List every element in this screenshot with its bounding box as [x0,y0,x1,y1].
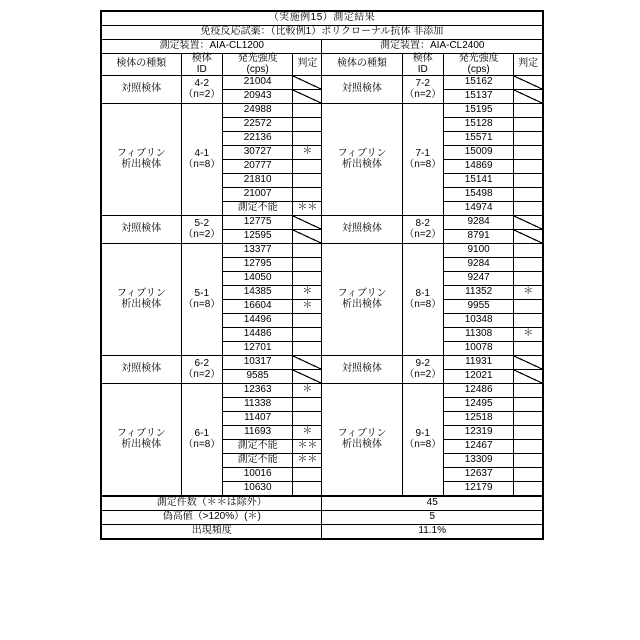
intensity-cell-right: 11352 [443,286,513,300]
header-id-left-line2: ID [196,63,207,75]
intensity-cell-right: 10078 [443,342,513,356]
judgement-cell-left [293,244,322,258]
table-row [101,244,543,258]
judgement-cell-left: ＊ [293,384,322,398]
header-judge-right: 判定 [514,54,543,76]
sample-id-left [181,104,222,216]
intensity-cell-left: 11407 [222,412,292,426]
judgement-cell-left [293,314,322,328]
intensity-cell-right: 12486 [443,384,513,398]
sample-id-count: （n=8） [404,298,442,310]
judgement-cell-left: ＊ [293,426,322,440]
sample-id-value: 7-2 [415,78,430,89]
intensity-cell-left: 10016 [222,468,292,482]
judgement-cell-empty-right [514,216,543,230]
summary-row [101,525,543,540]
header-id-left-line1: 検体 [191,53,212,64]
intensity-cell-right: 12518 [443,412,513,426]
judgement-cell-right [514,258,543,272]
summary-row [101,496,543,511]
judgement-cell-right: ＊ [514,328,543,342]
intensity-cell-left: 12363 [222,384,292,398]
judgement-cell-left: ＊ [293,286,322,300]
judgement-cell-left [293,188,322,202]
intensity-cell-left: 21004 [222,76,292,90]
sample-id-count: （n=8） [183,438,221,450]
sample-id-value: 9-1 [415,428,430,439]
sample-kind-line1: フィブリン [116,288,166,299]
judgement-cell-left [293,118,322,132]
intensity-cell-left: 30727 [222,146,292,160]
intensity-cell-left: 16604 [222,300,292,314]
intensity-cell-left: 測定不能 [222,454,292,468]
sample-id-count: （n=2） [183,88,221,100]
judgement-cell-right [514,160,543,174]
sample-kind-right [322,384,402,497]
sample-id-count: （n=2） [183,368,221,380]
page-title: （実施例15）測定結果 [101,11,543,26]
sample-id-right [402,216,443,244]
judgement-cell-left [293,342,322,356]
intensity-cell-right: 15009 [443,146,513,160]
sample-kind-left [101,104,181,216]
sample-id-count: （n=8） [404,438,442,450]
judgement-cell-empty-right [514,76,543,90]
judgement-cell-left: ＊＊ [293,454,322,468]
sample-kind-left [101,244,181,356]
sample-kind-line1: フィブリン [337,428,387,439]
intensity-cell-right: 15141 [443,174,513,188]
sample-kind-right [322,244,402,356]
judgement-cell-right [514,468,543,482]
sample-id-value: 4-2 [194,78,209,89]
judgement-cell-right [514,440,543,454]
judgement-cell-left: ＊＊ [293,202,322,216]
judgement-cell-empty-left [293,370,322,384]
summary-value: 11.1% [322,525,543,540]
intensity-cell-right: 9284 [443,258,513,272]
judgement-cell-right [514,454,543,468]
intensity-cell-right: 12467 [443,440,513,454]
sample-kind-right: 対照検体 [322,356,402,384]
sample-id-value: 7-1 [415,148,430,159]
judgement-cell-right [514,244,543,258]
sample-id-value: 5-2 [194,218,209,229]
sample-id-count: （n=8） [183,298,221,310]
judgement-cell-right [514,342,543,356]
header-intensity-right [443,54,513,76]
sample-id-right [402,104,443,216]
device-left: 測定装置：AIA-CL1200 [101,40,322,54]
header-id-right-line2: ID [417,63,428,75]
intensity-cell-left: 12595 [222,230,292,244]
sample-kind-line1: フィブリン [116,148,166,159]
intensity-cell-left: 22136 [222,132,292,146]
sample-id-right [402,384,443,497]
intensity-cell-left: 14496 [222,314,292,328]
intensity-cell-left: 20943 [222,90,292,104]
sample-kind-line2: 析出検体 [342,298,383,310]
judgement-cell-left [293,272,322,286]
judgement-cell-left [293,104,322,118]
intensity-cell-right: 12179 [443,482,513,497]
intensity-cell-right: 9284 [443,216,513,230]
intensity-cell-left: 12795 [222,258,292,272]
judgement-cell-right [514,272,543,286]
table-row [101,356,543,370]
intensity-cell-right: 14869 [443,160,513,174]
sample-id-value: 8-1 [415,288,430,299]
sample-id-value: 4-1 [194,148,209,159]
table-row [101,104,543,118]
intensity-cell-right: 11931 [443,356,513,370]
judgement-cell-empty-left [293,230,322,244]
summary-label: 偽高値（>120%）(＊) [101,511,322,525]
header-row [101,54,543,76]
header-id-right [402,54,443,76]
judgement-cell-right [514,146,543,160]
intensity-cell-left: 14050 [222,272,292,286]
judgement-cell-right [514,314,543,328]
sample-id-right [402,76,443,104]
sample-kind-line1: フィブリン [116,428,166,439]
sample-id-count: （n=2） [404,228,442,240]
header-kind-right: 検体の種類 [322,54,402,76]
judgement-cell-right [514,104,543,118]
intensity-cell-left: 測定不能 [222,440,292,454]
intensity-cell-left: 21007 [222,188,292,202]
judgement-cell-left [293,328,322,342]
reagent-subtitle: 免疫反応試薬：（比較例1）ポリクローナル抗体 非添加 [101,26,543,40]
sample-id-value: 8-2 [415,218,430,229]
judgement-cell-left [293,160,322,174]
table-row [101,76,543,90]
sample-kind-left: 対照検体 [101,216,181,244]
intensity-cell-left: 測定不能 [222,202,292,216]
sample-id-count: （n=2） [183,228,221,240]
header-intensity-right-line1: 発光強度 [458,53,499,64]
sample-id-count: （n=8） [404,158,442,170]
judgement-cell-left [293,132,322,146]
device-row [101,40,543,54]
intensity-cell-left: 10630 [222,482,292,497]
header-judge-left: 判定 [293,54,322,76]
intensity-cell-left: 10317 [222,356,292,370]
sample-kind-right: 対照検体 [322,216,402,244]
sample-kind-right: 対照検体 [322,76,402,104]
judgement-cell-empty-right [514,230,543,244]
judgement-cell-left: ＊＊ [293,440,322,454]
intensity-cell-right: 12495 [443,398,513,412]
judgement-cell-right [514,132,543,146]
judgement-cell-empty-left [293,356,322,370]
sample-id-count: （n=2） [404,368,442,380]
title-row [101,11,543,26]
intensity-cell-left: 14385 [222,286,292,300]
intensity-cell-right: 11308 [443,328,513,342]
judgement-cell-empty-right [514,356,543,370]
sample-kind-left [101,384,181,497]
summary-row [101,511,543,525]
header-intensity-left-line2: (cps) [246,63,269,75]
judgement-cell-left: ＊ [293,146,322,160]
header-id-right-line1: 検体 [412,53,433,64]
summary-value: 5 [322,511,543,525]
judgement-cell-right [514,384,543,398]
judgement-cell-left [293,412,322,426]
sample-id-left [181,76,222,104]
judgement-cell-left [293,174,322,188]
intensity-cell-left: 11338 [222,398,292,412]
sample-id-count: （n=8） [183,158,221,170]
table-body [101,11,543,539]
intensity-cell-right: 15137 [443,90,513,104]
intensity-cell-right: 15128 [443,118,513,132]
intensity-cell-right: 14974 [443,202,513,216]
sample-id-right [402,356,443,384]
intensity-cell-right: 13309 [443,454,513,468]
intensity-cell-right: 15571 [443,132,513,146]
sample-kind-line2: 析出検体 [342,158,383,170]
judgement-cell-empty-right [514,90,543,104]
table-row [101,384,543,398]
sample-id-left [181,216,222,244]
judgement-cell-right [514,482,543,497]
intensity-cell-left: 12775 [222,216,292,230]
summary-label: 測定件数（＊＊は除外） [101,496,322,511]
sample-kind-right [322,104,402,216]
summary-label: 出現頻度 [101,525,322,540]
sample-kind-line2: 析出検体 [121,298,162,310]
intensity-cell-right: 15195 [443,104,513,118]
measurement-results-table [100,10,544,540]
table-row [101,216,543,230]
judgement-cell-right [514,412,543,426]
intensity-cell-left: 24988 [222,104,292,118]
intensity-cell-right: 15498 [443,188,513,202]
sample-id-left [181,244,222,356]
header-intensity-right-line2: (cps) [467,63,490,75]
intensity-cell-right: 9100 [443,244,513,258]
intensity-cell-right: 9955 [443,300,513,314]
sample-kind-line1: フィブリン [337,148,387,159]
judgement-cell-left [293,398,322,412]
judgement-cell-right: ＊ [514,286,543,300]
header-intensity-left [222,54,292,76]
judgement-cell-left [293,468,322,482]
intensity-cell-left: 12701 [222,342,292,356]
summary-value: 45 [322,496,543,511]
header-kind-left: 検体の種類 [101,54,181,76]
intensity-cell-left: 11693 [222,426,292,440]
intensity-cell-left: 22572 [222,118,292,132]
judgement-cell-empty-left [293,216,322,230]
sample-id-value: 6-1 [194,428,209,439]
sample-id-value: 6-2 [194,358,209,369]
judgement-cell-right [514,188,543,202]
judgement-cell-left [293,482,322,497]
judgement-cell-left [293,258,322,272]
judgement-cell-right [514,202,543,216]
intensity-cell-right: 12637 [443,468,513,482]
judgement-cell-right [514,174,543,188]
intensity-cell-right: 9247 [443,272,513,286]
intensity-cell-right: 15162 [443,76,513,90]
sample-id-left [181,384,222,497]
sample-id-value: 9-2 [415,358,430,369]
sample-id-left [181,356,222,384]
sample-kind-line2: 析出検体 [121,438,162,450]
header-id-left [181,54,222,76]
judgement-cell-empty-right [514,370,543,384]
sample-kind-left: 対照検体 [101,76,181,104]
sample-id-value: 5-1 [194,288,209,299]
device-right: 測定装置：AIA-CL2400 [322,40,543,54]
intensity-cell-left: 9585 [222,370,292,384]
intensity-cell-left: 13377 [222,244,292,258]
header-intensity-left-line1: 発光強度 [237,53,278,64]
intensity-cell-left: 21810 [222,174,292,188]
sample-kind-line2: 析出検体 [121,158,162,170]
intensity-cell-right: 12021 [443,370,513,384]
sample-id-right [402,244,443,356]
intensity-cell-right: 8791 [443,230,513,244]
judgement-cell-right [514,118,543,132]
judgement-cell-right [514,398,543,412]
subtitle-row [101,26,543,40]
judgement-cell-empty-left [293,90,322,104]
judgement-cell-right [514,426,543,440]
sample-id-count: （n=2） [404,88,442,100]
intensity-cell-right: 12319 [443,426,513,440]
intensity-cell-left: 14486 [222,328,292,342]
sample-kind-left: 対照検体 [101,356,181,384]
sample-kind-line2: 析出検体 [342,438,383,450]
intensity-cell-left: 20777 [222,160,292,174]
judgement-cell-right [514,300,543,314]
judgement-cell-left: ＊ [293,300,322,314]
judgement-cell-empty-left [293,76,322,90]
sample-kind-line1: フィブリン [337,288,387,299]
intensity-cell-right: 10348 [443,314,513,328]
